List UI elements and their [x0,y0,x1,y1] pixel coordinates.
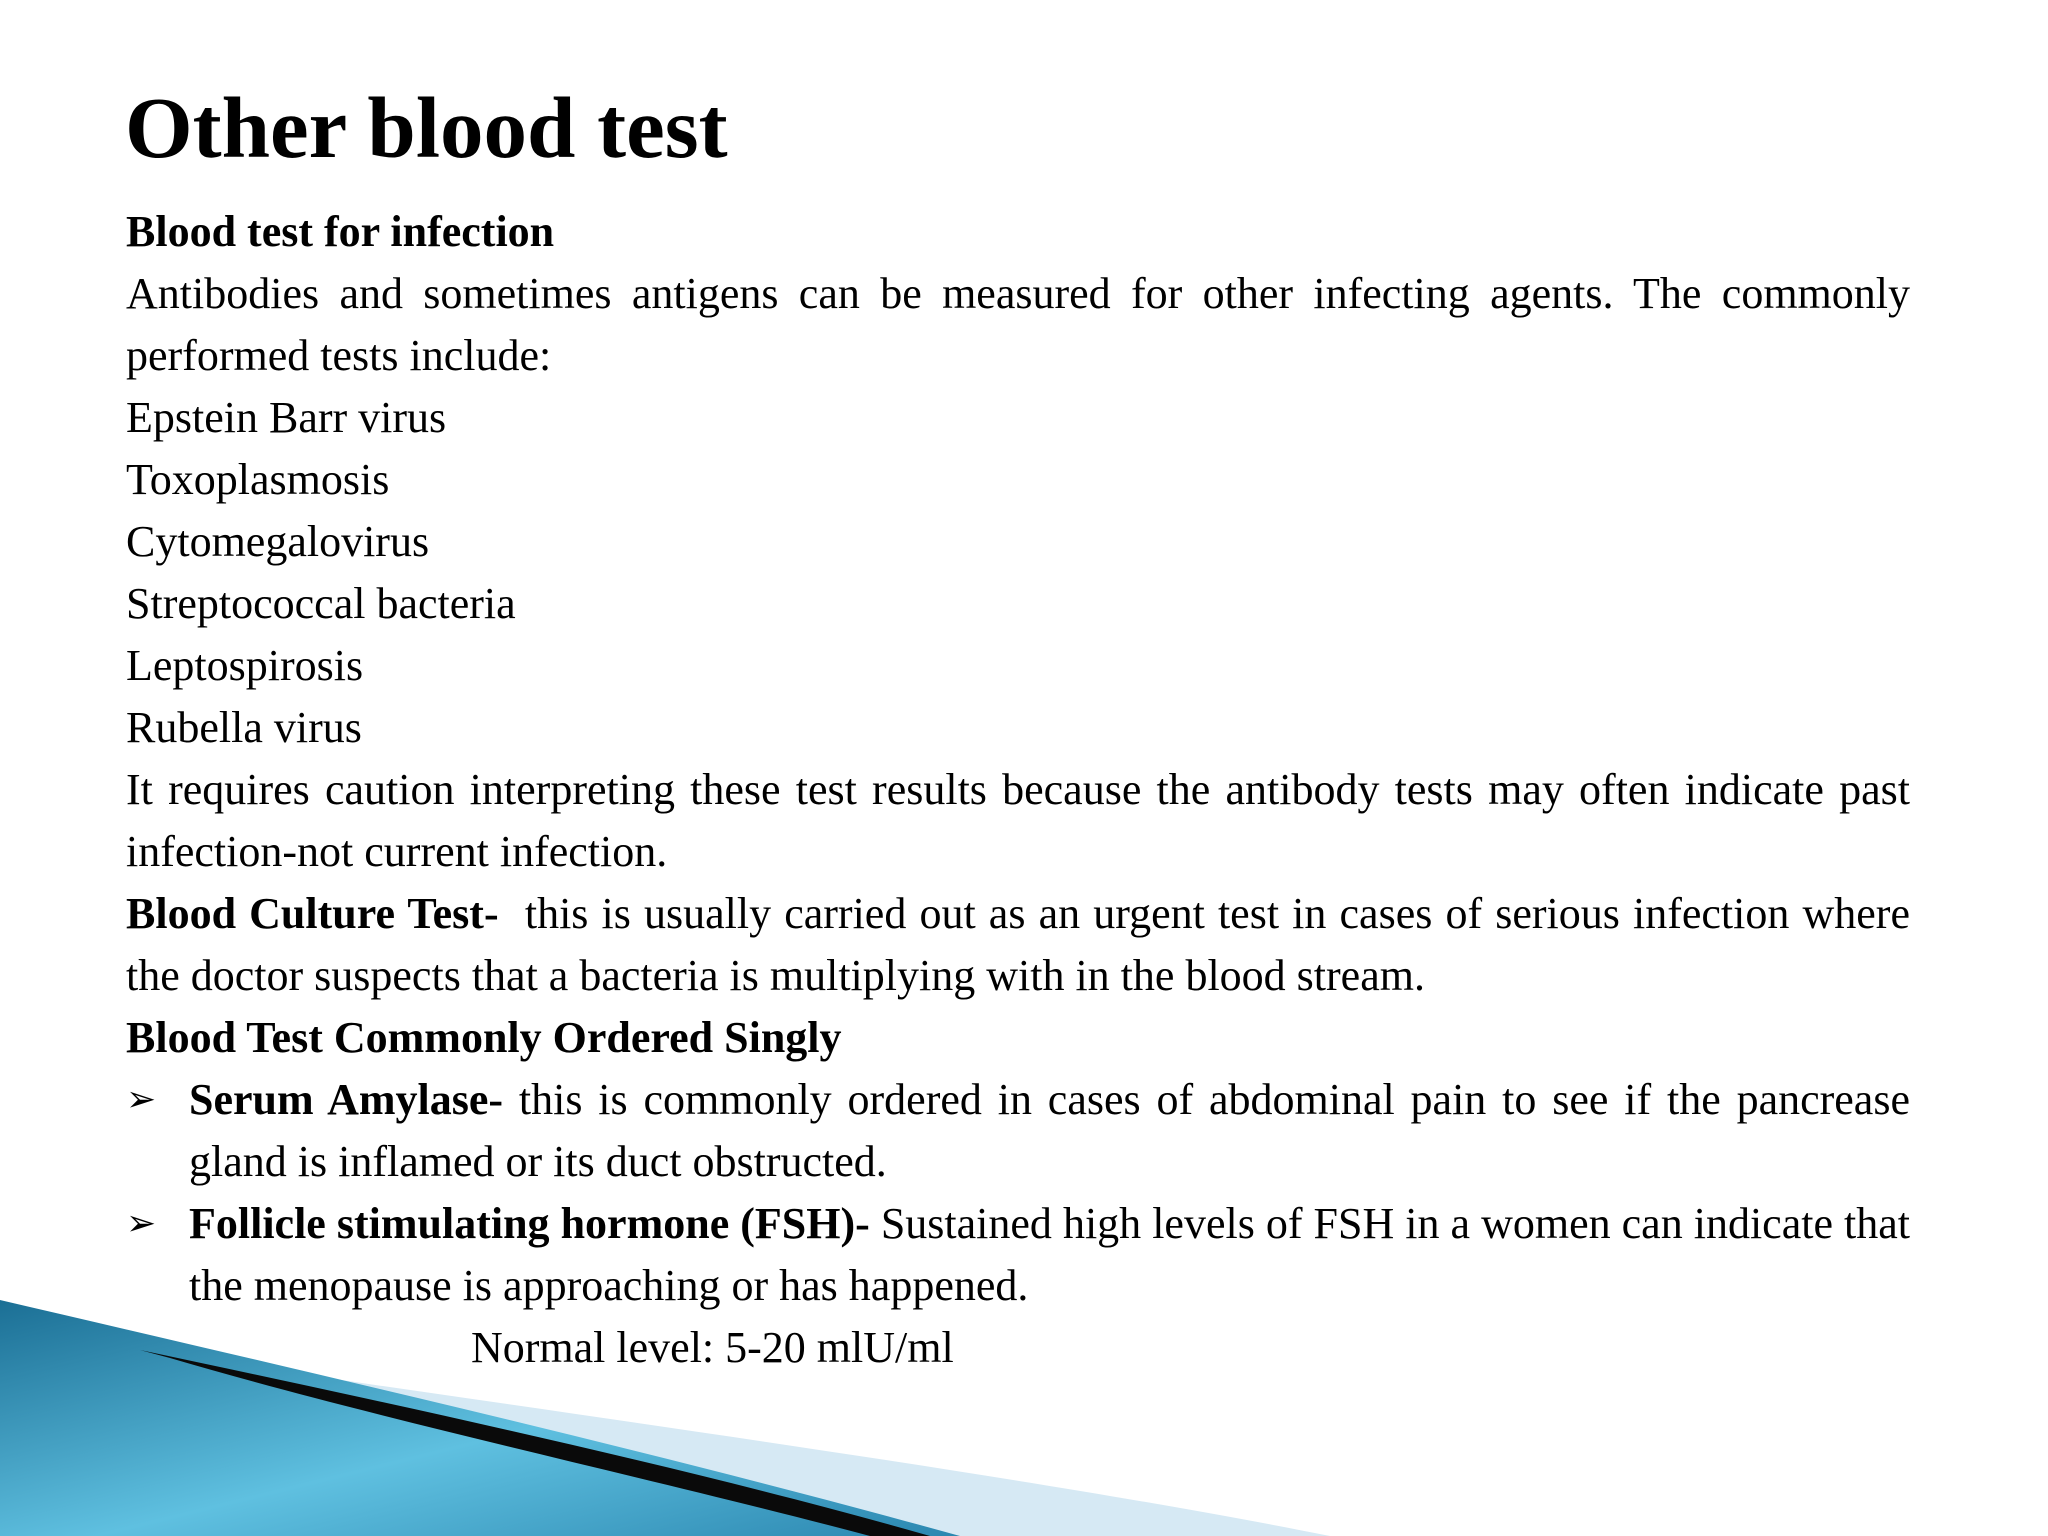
infection-intro: Antibodies and sometimes antigens can be measured for other infecting agents. The commonly performed tests include: [126,269,1910,380]
fsh-text: Sustained high levels of FSH in a women can indicate that the menopause is approaching or has happened. [189,1199,1910,1310]
blood-culture-paragraph [126,883,1921,1007]
singly-heading: Blood Test Commonly Ordered Singly [126,1013,842,1062]
caution-text: It requires caution interpreting these test results because the antibody tests may often indicate past infection-not current infection. [126,765,1910,876]
blood-culture-label: Blood Culture Test- [126,889,499,938]
infection-test-item: Streptococcal bacteria [126,579,516,628]
slide-content [126,201,1921,1379]
infection-heading: Blood test for infection [126,207,555,256]
infection-test-item: Rubella virus [126,703,362,752]
normal-level-text: Normal level: 5-20 mlU/ml [471,1323,954,1372]
list-item-serum-amylase [126,1069,1910,1193]
slide-title: Other blood test [125,79,728,176]
fsh-label: Follicle stimulating hormone (FSH)- [189,1199,870,1248]
blood-culture-text: this is usually carried out as an urgent test in cases of serious infection where the doctor suspects that a bacteria is multiplying with in the blood stream. [126,889,1921,1000]
serum-amylase-text: this is commonly ordered in cases of abdominal pain to see if the pancrease gland is inflamed or its duct obstructed. [189,1075,1910,1186]
infection-test-item: Leptospirosis [126,641,364,690]
singly-test-list [126,1069,1910,1317]
infection-test-item: Cytomegalovirus [126,517,430,566]
infection-test-list [126,387,1910,759]
list-item-fsh [126,1193,1910,1317]
infection-test-item: Epstein Barr virus [126,393,447,442]
arrow-bullet-icon: ➢ [126,1203,157,1244]
serum-amylase-label: Serum Amylase- [189,1075,504,1124]
infection-test-item: Toxoplasmosis [126,455,390,504]
arrow-bullet-icon: ➢ [126,1079,157,1120]
